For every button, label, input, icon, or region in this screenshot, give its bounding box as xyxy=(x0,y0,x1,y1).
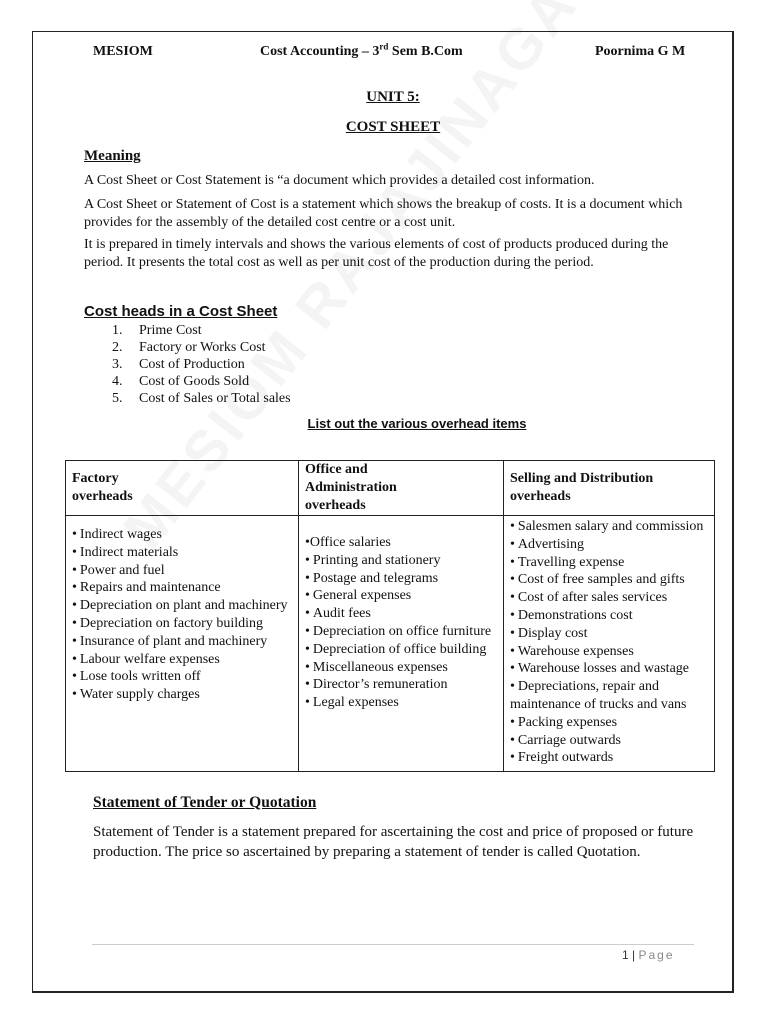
list-item: • Lose tools written off xyxy=(72,668,292,686)
unit-title: UNIT 5: xyxy=(366,89,420,105)
table-row xyxy=(66,516,715,772)
list-item: • Display cost xyxy=(510,625,708,643)
list-item: • Water supply charges xyxy=(72,686,292,704)
table-header-row xyxy=(66,461,715,516)
list-item: • Indirect materials xyxy=(72,544,292,562)
list-item: • Advertising xyxy=(510,536,708,554)
list-item: • Depreciation on factory building xyxy=(72,615,292,633)
overheads-table xyxy=(65,460,715,772)
overheads-heading: List out the various overhead items xyxy=(307,416,527,431)
list-item: • Printing and stationery xyxy=(305,552,497,570)
list-item: • Salesmen salary and commission xyxy=(510,518,708,536)
list-item: • Repairs and maintenance xyxy=(72,579,292,597)
meaning-paragraph-1: A Cost Sheet or Cost Statement is “a document which provides a detailed cost information. xyxy=(84,173,595,188)
page-number: 1 xyxy=(622,948,629,962)
selling-header: Selling and Distribution overheads xyxy=(504,461,715,516)
list-item: • Depreciations, repair and maintenance of trucks and vans xyxy=(510,678,708,714)
list-item: • Cost of after sales services xyxy=(510,589,708,607)
list-item: • General expenses xyxy=(305,587,497,605)
list-item: • Carriage outwards xyxy=(510,732,708,750)
list-item: • Director’s remuneration xyxy=(305,676,497,694)
list-item: • Demonstrations cost xyxy=(510,607,708,625)
office-header: Office and Administration overheads xyxy=(299,461,504,516)
cost-heads-heading: Cost heads in a Cost Sheet xyxy=(84,303,278,320)
list-item: • Depreciation of office building xyxy=(305,641,497,659)
list-item: 5. Cost of Sales or Total sales xyxy=(112,391,291,406)
meaning-paragraph-2: A Cost Sheet or Statement of Cost is a statement which shows the breakup of costs. It is a document which provides for the assembly of the detailed cost centre or a cost unit. xyxy=(84,197,683,230)
meaning-heading: Meaning xyxy=(84,148,141,164)
list-item: • Travelling expense xyxy=(510,554,708,572)
list-item: 3. Cost of Production xyxy=(112,357,245,372)
list-item: • Insurance of plant and machinery xyxy=(72,633,292,651)
factory-overheads-cell xyxy=(66,516,299,772)
list-item: • Warehouse expenses xyxy=(510,643,708,661)
header-institute: MESIOM xyxy=(93,44,153,59)
list-item: • Packing expenses xyxy=(510,714,708,732)
list-item: • Depreciation on office furniture xyxy=(305,623,497,641)
page-label: Page xyxy=(638,948,675,962)
factory-header: Factory overheads xyxy=(66,461,299,516)
list-item: • Warehouse losses and wastage xyxy=(510,660,708,678)
list-item: • Indirect wages xyxy=(72,526,292,544)
tender-paragraph: Statement of Tender is a statement prepared for ascertaining the cost and price of proposed or future production. The price so ascertained by preparing a statement of tender is called Quotation. xyxy=(93,824,694,860)
footer-divider xyxy=(92,944,694,945)
office-overheads-cell xyxy=(299,516,504,772)
page-title: COST SHEET xyxy=(345,119,441,135)
footer-separator: | xyxy=(632,948,636,962)
selling-overheads-cell xyxy=(504,516,715,772)
list-item: • Office salaries xyxy=(305,534,497,552)
list-item: 2. Factory or Works Cost xyxy=(112,340,266,355)
header-subject: Cost Accounting – 3rd Sem B.Com xyxy=(260,41,463,59)
tender-heading: Statement of Tender or Quotation xyxy=(93,794,317,811)
meaning-paragraph-3: It is prepared in timely intervals and shows the various elements of cost of products produced during the period. It presents the total cost as well as per unit cost of the production during the period. xyxy=(84,237,669,270)
list-item: • Power and fuel xyxy=(72,562,292,580)
list-item: • Labour welfare expenses xyxy=(72,651,292,669)
list-item: • Freight outwards xyxy=(510,749,708,767)
list-item: 1. Prime Cost xyxy=(112,323,202,338)
list-item: • Cost of free samples and gifts xyxy=(510,571,708,589)
list-item: • Depreciation on plant and machinery xyxy=(72,597,292,615)
cost-heads-list xyxy=(112,322,291,407)
list-item: • Audit fees xyxy=(305,605,497,623)
list-item: • Postage and telegrams xyxy=(305,570,497,588)
list-item: 4. Cost of Goods Sold xyxy=(112,374,250,389)
list-item: • Legal expenses xyxy=(305,694,497,712)
header-author: Poornima G M xyxy=(595,44,686,59)
list-item: • Miscellaneous expenses xyxy=(305,659,497,677)
page-footer xyxy=(622,948,675,962)
